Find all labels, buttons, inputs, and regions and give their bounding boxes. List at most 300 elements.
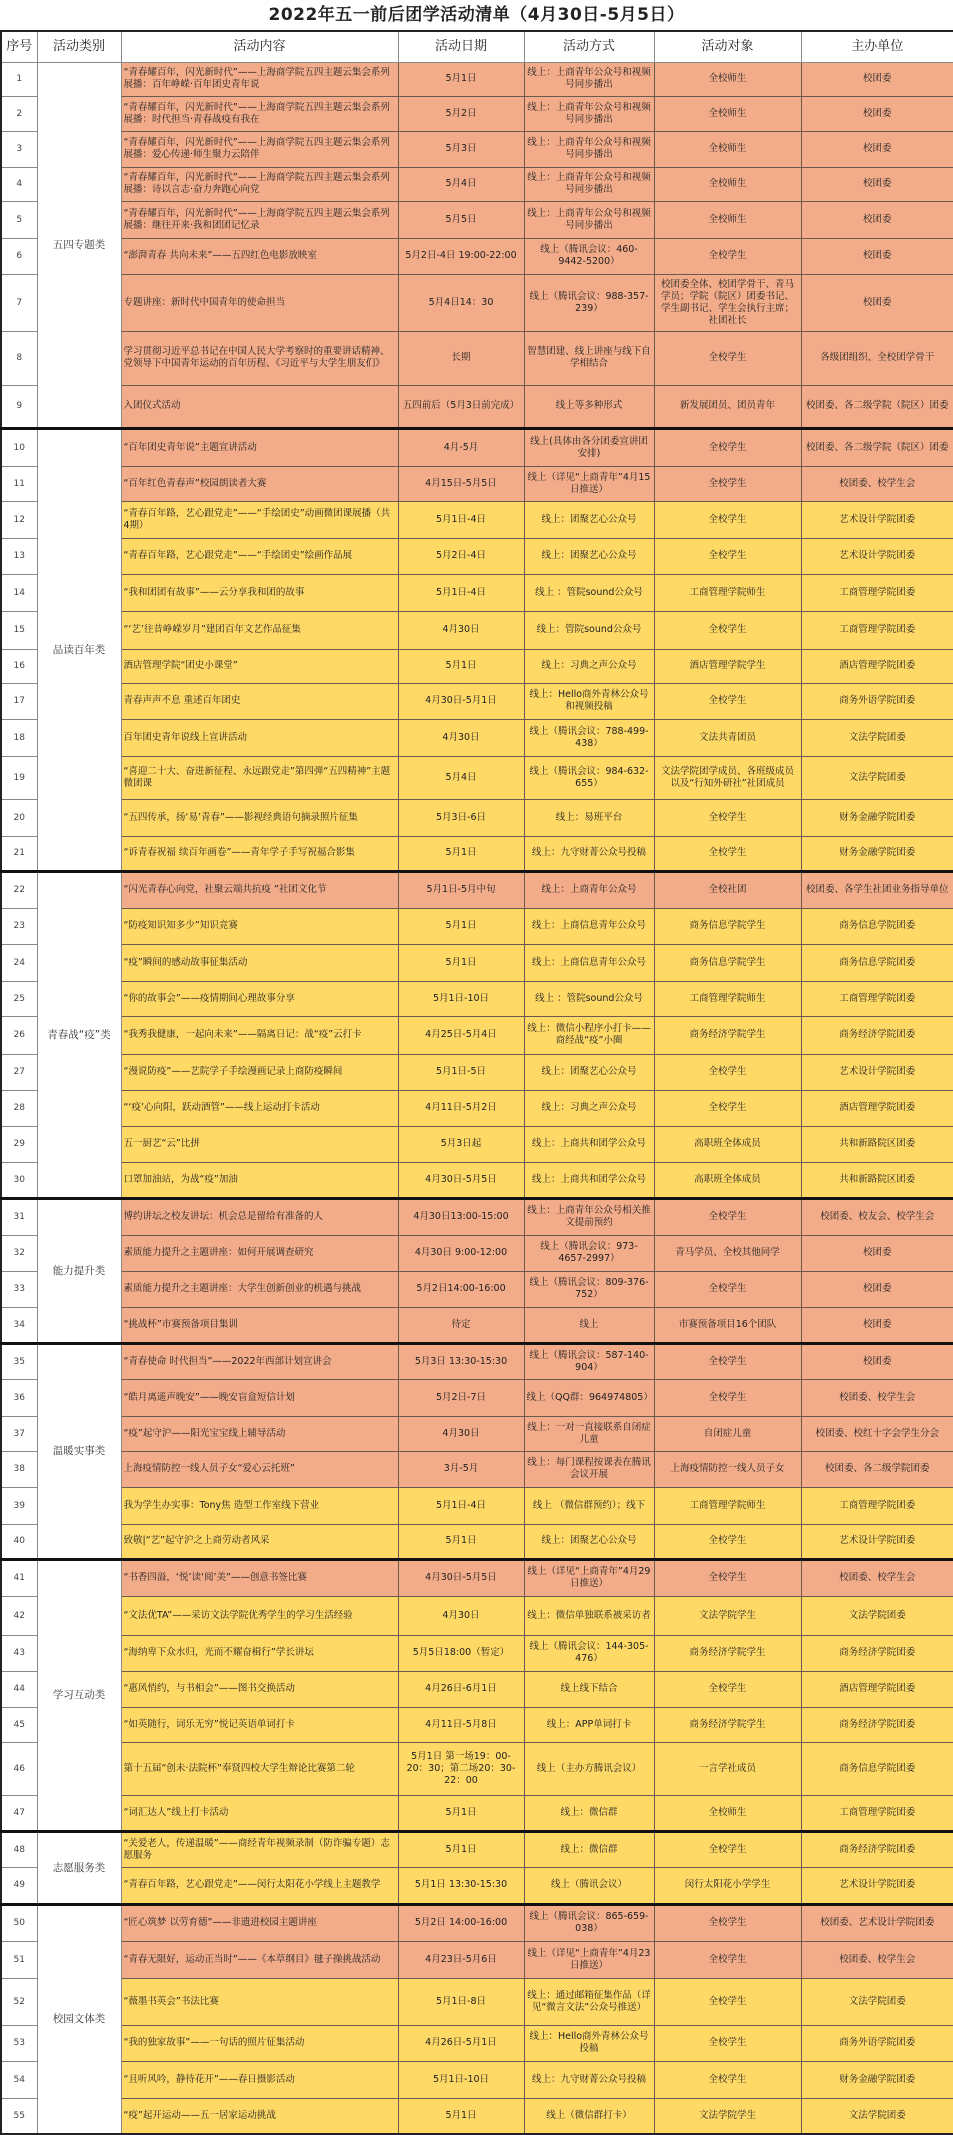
activity-host: 校团委、校红十字会学生分会 xyxy=(801,1416,953,1451)
activity-host: 共和新路院区团委 xyxy=(801,1126,953,1162)
activity-host: 艺术设计学院团委 xyxy=(801,501,953,538)
activity-host: 文法学院团委 xyxy=(801,756,953,799)
activity-date: 4月26日-5月1日 xyxy=(398,2025,524,2061)
row-number: 19 xyxy=(1,756,37,799)
row-number: 26 xyxy=(1,1016,37,1054)
row-number: 45 xyxy=(1,1707,37,1742)
activity-host: 工商管理学院团委 xyxy=(801,1795,953,1831)
activity-content: “青春耀百年，闪光新时代”——上海商学院五四主题云集会系列展播：百年峥嵘·百年团史青年说 xyxy=(121,62,398,96)
row-number: 48 xyxy=(1,1831,37,1867)
table-row xyxy=(1,981,953,1016)
activity-method: 线上：团聚艺心公众号 xyxy=(524,1524,654,1559)
activity-content: “青春百年路，艺心跟党走”——闵行太阳花小学线上主题教学 xyxy=(121,1867,398,1904)
activity-host: 艺术设计学院团委 xyxy=(801,538,953,574)
activity-content: “青春耀百年，闪光新时代”——上海商学院五四主题云集会系列展播：时代担当·青春战疫有我在 xyxy=(121,96,398,131)
activity-date: 5月3日 13:30-15:30 xyxy=(398,1343,524,1379)
row-number: 29 xyxy=(1,1126,37,1162)
activity-method: 线上：易班平台 xyxy=(524,799,654,836)
activity-host: 商务信息学院团委 xyxy=(801,1742,953,1795)
activity-host: 校团委、校学生会 xyxy=(801,466,953,501)
activity-target: 全校师生 xyxy=(654,62,801,96)
activity-date: 5月3日-6日 xyxy=(398,799,524,836)
activity-date: 4月30日 xyxy=(398,719,524,756)
activity-date: 5月1日 xyxy=(398,836,524,871)
activity-date: 待定 xyxy=(398,1307,524,1343)
activity-host: 财务金融学院团委 xyxy=(801,2061,953,2098)
activity-content: “挑战杯”市赛预备项目集训 xyxy=(121,1307,398,1343)
header-target: 活动对象 xyxy=(654,31,801,62)
activity-host: 商务外语学院团委 xyxy=(801,2025,953,2061)
activity-content: “且听风吟，静待花开”——春日摄影活动 xyxy=(121,2061,398,2098)
row-number: 49 xyxy=(1,1867,37,1904)
activity-host: 工商管理学院团委 xyxy=(801,574,953,611)
activity-host: 各级团组织、全校团学骨干 xyxy=(801,331,953,385)
activity-content: “青春耀百年，闪光新时代”——上海商学院五四主题云集会系列展播：继往开来·我和团团记忆录 xyxy=(121,201,398,238)
activity-target: 高职班全体成员 xyxy=(654,1126,801,1162)
table-row xyxy=(1,501,953,538)
activity-method: 线上（腾讯会议：788-499-438） xyxy=(524,719,654,756)
activity-method: 线上：九守财菁公众号投稿 xyxy=(524,836,654,871)
table-row xyxy=(1,238,953,274)
activity-content: “百年红色青春声”校园朗读者大赛 xyxy=(121,466,398,501)
activity-host: 校团委、各二级学院团委 xyxy=(801,1451,953,1487)
activity-host: 财务金融学院团委 xyxy=(801,799,953,836)
activity-content: 青春声声不息 重述百年团史 xyxy=(121,683,398,719)
activity-target: 校团委全体、校团学骨干、青马学员；学院（院区）团委书记、学生副书记、学生会执行主席；社团社长 xyxy=(654,274,801,331)
category-label: 品读百年类 xyxy=(37,428,121,871)
table-row xyxy=(1,2061,953,2098)
activity-content: “百年团史青年说”主题宣讲活动 xyxy=(121,428,398,466)
activity-date: 4月26日-6月1日 xyxy=(398,1671,524,1707)
table-row xyxy=(1,944,953,981)
activity-host: 商务信息学院团委 xyxy=(801,944,953,981)
activity-date: 4月15日-5月5日 xyxy=(398,466,524,501)
activity-host: 共和新路院区团委 xyxy=(801,1162,953,1198)
activity-host: 校团委 xyxy=(801,96,953,131)
table-row xyxy=(1,385,953,428)
activity-method: 线上 ：管院sound公众号 xyxy=(524,574,654,611)
activity-method: 线上：上商信息青年公众号 xyxy=(524,908,654,944)
activity-content: “五四传承，扬‘易’青春”——影视经典语句摘录照片征集 xyxy=(121,799,398,836)
activity-content: “文法优TA”——采访文法学院优秀学生的学习生活经验 xyxy=(121,1596,398,1635)
activity-target: 全校学生 xyxy=(654,538,801,574)
table-row xyxy=(1,1559,953,1596)
activity-content: 素质能力提升之主题讲座：大学生创新创业的机遇与挑战 xyxy=(121,1271,398,1307)
table-row xyxy=(1,1451,953,1487)
activity-date: 5月3日 xyxy=(398,131,524,167)
activity-content: “皓月离遥声晚安”——晚安盲盒短信计划 xyxy=(121,1379,398,1416)
activity-method: 线上：每门课程按课表在腾讯会议开展 xyxy=(524,1451,654,1487)
row-number: 23 xyxy=(1,908,37,944)
activity-host: 校团委 xyxy=(801,1271,953,1307)
table-row xyxy=(1,649,953,683)
row-number: 25 xyxy=(1,981,37,1016)
table-row xyxy=(1,2098,953,2134)
category-label: 校园文体类 xyxy=(37,1904,121,2134)
activity-table xyxy=(0,30,953,2135)
table-row xyxy=(1,1596,953,1635)
table-row xyxy=(1,466,953,501)
activity-content: “青春耀百年，闪光新时代”——上海商学院五四主题云集会系列展播：爱心传递·师生聚力云陪伴 xyxy=(121,131,398,167)
activity-method: 线上（腾讯会议） xyxy=(524,1867,654,1904)
table-row xyxy=(1,683,953,719)
row-number: 18 xyxy=(1,719,37,756)
activity-host: 校团委、各二级学院（院区）团委 xyxy=(801,385,953,428)
activity-host: 校团委、艺术设计学院团委 xyxy=(801,1904,953,1941)
table-row xyxy=(1,1867,953,1904)
activity-date: 5月1日 xyxy=(398,908,524,944)
table-row xyxy=(1,756,953,799)
activity-method: 线上：九守财菁公众号投稿 xyxy=(524,2061,654,2098)
row-number: 47 xyxy=(1,1795,37,1831)
activity-target: 文法学院团学成员、各班级成员以及“行知外研社”社团成员 xyxy=(654,756,801,799)
activity-target: 全校学生 xyxy=(654,836,801,871)
table-row xyxy=(1,2025,953,2061)
category-label: 学习互动类 xyxy=(37,1559,121,1831)
activity-method: 线上：上商青年公众号 xyxy=(524,871,654,908)
activity-date: 5月1日-5月中旬 xyxy=(398,871,524,908)
activity-target: 全校师生 xyxy=(654,201,801,238)
activity-target: 文法共青团员 xyxy=(654,719,801,756)
row-number: 28 xyxy=(1,1090,37,1126)
activity-target: 商务经济学院学生 xyxy=(654,1016,801,1054)
activity-content: 入团仪式活动 xyxy=(121,385,398,428)
table-row xyxy=(1,1343,953,1379)
activity-method: 线上：上商共和团学公众号 xyxy=(524,1162,654,1198)
table-row xyxy=(1,1707,953,1742)
activity-method: 线上：上商青年公众号和视频号同步播出 xyxy=(524,167,654,201)
activity-date: 5月4日 xyxy=(398,167,524,201)
activity-content: 博约讲坛之校友讲坛：机会总是留给有准备的人 xyxy=(121,1198,398,1235)
activity-method: 线上：上商青年公众号和视频号同步播出 xyxy=(524,96,654,131)
activity-target: 自闭症儿童 xyxy=(654,1416,801,1451)
activity-content: “薇墨书英会”书法比赛 xyxy=(121,1978,398,2025)
row-number: 39 xyxy=(1,1487,37,1524)
activity-host: 文法学院团委 xyxy=(801,719,953,756)
table-row xyxy=(1,1271,953,1307)
row-number: 11 xyxy=(1,466,37,501)
activity-content: “喜迎二十大、奋进新征程、永远跟党走”第四弹“五四精神”主题微团课 xyxy=(121,756,398,799)
activity-content: “闪光青春心向党，社聚云端共抗疫 ”社团文化节 xyxy=(121,871,398,908)
activity-method: 线上：APP单词打卡 xyxy=(524,1707,654,1742)
row-number: 32 xyxy=(1,1235,37,1271)
table-row xyxy=(1,62,953,96)
row-number: 50 xyxy=(1,1904,37,1941)
row-number: 4 xyxy=(1,167,37,201)
activity-date: 5月1日 xyxy=(398,1524,524,1559)
category-label: 志愿服务类 xyxy=(37,1831,121,1904)
table-row xyxy=(1,1090,953,1126)
activity-content: “词汇达人”线上打卡活动 xyxy=(121,1795,398,1831)
table-row xyxy=(1,1235,953,1271)
activity-method: 线上：微信群 xyxy=(524,1795,654,1831)
row-number: 51 xyxy=(1,1941,37,1978)
row-number: 8 xyxy=(1,331,37,385)
activity-content: 百年团史青年说线上宣讲活动 xyxy=(121,719,398,756)
activity-content: “青春耀百年，闪光新时代”——上海商学院五四主题云集会系列展播：诗以言志·奋力奔跑心向党 xyxy=(121,167,398,201)
activity-target: 商务信息学院学生 xyxy=(654,944,801,981)
activity-target: 闵行太阳花小学学生 xyxy=(654,1867,801,1904)
activity-target: 全校学生 xyxy=(654,1343,801,1379)
row-number: 52 xyxy=(1,1978,37,2025)
activity-method: 线上：习典之声公众号 xyxy=(524,649,654,683)
row-number: 37 xyxy=(1,1416,37,1451)
activity-target: 高职班全体成员 xyxy=(654,1162,801,1198)
activity-host: 校团委 xyxy=(801,238,953,274)
activity-method: 线上：习典之声公众号 xyxy=(524,1090,654,1126)
activity-content: “‘疫’心向阳，跃动酒管”——线上运动打卡活动 xyxy=(121,1090,398,1126)
table-row xyxy=(1,1941,953,1978)
row-number: 43 xyxy=(1,1635,37,1671)
activity-host: 文法学院团委 xyxy=(801,1978,953,2025)
activity-target: 全校学生 xyxy=(654,501,801,538)
activity-target: 商务信息学院学生 xyxy=(654,908,801,944)
activity-method: 线上：Hello商外青林公众号投稿 xyxy=(524,2025,654,2061)
activity-method: 线上（腾讯会议：988-357-239） xyxy=(524,274,654,331)
activity-method: 线上：微信小程序小打卡——商经战“疫”小圈 xyxy=(524,1016,654,1054)
activity-content: 酒店管理学院“团史小课堂” xyxy=(121,649,398,683)
activity-method: 线上（腾讯会议：973-4657-2997） xyxy=(524,1235,654,1271)
activity-method: 线上（腾讯会议：984-632-655） xyxy=(524,756,654,799)
activity-date: 4月30日 9:00-12:00 xyxy=(398,1235,524,1271)
activity-host: 工商管理学院团委 xyxy=(801,1487,953,1524)
activity-date: 5月1日 xyxy=(398,944,524,981)
activity-content: “疫”起开运动——五一居家运动挑战 xyxy=(121,2098,398,2134)
activity-target: 全校社团 xyxy=(654,871,801,908)
activity-host: 校团委、校学生会 xyxy=(801,1559,953,1596)
activity-host: 财务金融学院团委 xyxy=(801,836,953,871)
activity-date: 5月1日-4日 xyxy=(398,501,524,538)
activity-method: 线上(具体由各分团委宣讲团安排) xyxy=(524,428,654,466)
activity-date: 4月30日 xyxy=(398,1596,524,1635)
table-row xyxy=(1,871,953,908)
activity-content: “我的独家故事”——一句话的照片征集活动 xyxy=(121,2025,398,2061)
activity-date: 4月23日-5月6日 xyxy=(398,1941,524,1978)
table-row xyxy=(1,131,953,167)
activity-date: 4月30日-5月5日 xyxy=(398,1162,524,1198)
row-number: 54 xyxy=(1,2061,37,2098)
activity-method: 线上：团聚艺心公众号 xyxy=(524,1054,654,1090)
activity-method: 智慧团建、线上讲座与线下自学相结合 xyxy=(524,331,654,385)
activity-target: 全校学生 xyxy=(654,238,801,274)
activity-target: 全校学生 xyxy=(654,466,801,501)
table-row xyxy=(1,836,953,871)
table-row xyxy=(1,1054,953,1090)
row-number: 55 xyxy=(1,2098,37,2134)
header-content: 活动内容 xyxy=(121,31,398,62)
row-number: 13 xyxy=(1,538,37,574)
table-row xyxy=(1,1978,953,2025)
activity-date: 4月30日 xyxy=(398,611,524,649)
activity-target: 全校学生 xyxy=(654,799,801,836)
activity-method: 线上（详见“上商青年”4月29日推送） xyxy=(524,1559,654,1596)
row-number: 14 xyxy=(1,574,37,611)
activity-method: 线上（腾讯会议：460-9442-5200） xyxy=(524,238,654,274)
activity-target: 文法学院学生 xyxy=(654,2098,801,2134)
activity-method: 线上：上商共和团学公众号 xyxy=(524,1126,654,1162)
table-header-row xyxy=(1,31,953,62)
activity-host: 工商管理学院团委 xyxy=(801,981,953,1016)
activity-date: 4月-5月 xyxy=(398,428,524,466)
table-row xyxy=(1,331,953,385)
activity-method: 线上：上商青年公众号相关推文提前预约 xyxy=(524,1198,654,1235)
activity-target: 全校学生 xyxy=(654,1524,801,1559)
activity-method: 线上：团聚艺心公众号 xyxy=(524,501,654,538)
activity-date: 5月2日14:00-16:00 xyxy=(398,1271,524,1307)
row-number: 41 xyxy=(1,1559,37,1596)
table-row xyxy=(1,1795,953,1831)
activity-date: 5月2日 xyxy=(398,96,524,131)
activity-target: 工商管理学院师生 xyxy=(654,574,801,611)
activity-host: 商务经济学院团委 xyxy=(801,1016,953,1054)
activity-content: “青春百年路，艺心跟党走”——“手绘团史”绘画作品展 xyxy=(121,538,398,574)
table-row xyxy=(1,1416,953,1451)
activity-date: 4月30日13:00-15:00 xyxy=(398,1198,524,1235)
activity-date: 5月4日14：30 xyxy=(398,274,524,331)
activity-content: “‘艺’往昔峥嵘岁月”建团百年文艺作品征集 xyxy=(121,611,398,649)
category-label: 五四专题类 xyxy=(37,62,121,428)
activity-target: 全校学生 xyxy=(654,2061,801,2098)
activity-content: “关爱老人，传递温暖”——商经青年视频录制（防诈骗专题）志愿服务 xyxy=(121,1831,398,1867)
row-number: 46 xyxy=(1,1742,37,1795)
category-label: 温暖实事类 xyxy=(37,1343,121,1559)
activity-content: “澎湃青春 共向未来”——五四红色电影放映室 xyxy=(121,238,398,274)
activity-date: 5月1日-5日 xyxy=(398,1054,524,1090)
activity-method: 线上（腾讯会议：144-305-476） xyxy=(524,1635,654,1671)
activity-content: “我和团团有故事”——云分享我和团的故事 xyxy=(121,574,398,611)
header-method: 活动方式 xyxy=(524,31,654,62)
activity-content: 五一厨艺“云”比拼 xyxy=(121,1126,398,1162)
activity-host: 校团委 xyxy=(801,167,953,201)
activity-method: 线上线下结合 xyxy=(524,1671,654,1707)
activity-target: 全校师生 xyxy=(654,167,801,201)
table-row xyxy=(1,1742,953,1795)
activity-method: 线上 ：管院sound公众号 xyxy=(524,981,654,1016)
activity-date: 五四前后（5月3日前完成） xyxy=(398,385,524,428)
activity-target: 全校学生 xyxy=(654,1941,801,1978)
activity-host: 酒店管理学院团委 xyxy=(801,1671,953,1707)
activity-content: “疫”起守沪——阳光宝宝线上辅导活动 xyxy=(121,1416,398,1451)
row-number: 42 xyxy=(1,1596,37,1635)
activity-target: 全校师生 xyxy=(654,1795,801,1831)
row-number: 6 xyxy=(1,238,37,274)
activity-date: 4月11日-5月8日 xyxy=(398,1707,524,1742)
row-number: 31 xyxy=(1,1198,37,1235)
row-number: 7 xyxy=(1,274,37,331)
row-number: 21 xyxy=(1,836,37,871)
activity-method: 线上（主办方腾讯会议） xyxy=(524,1742,654,1795)
row-number: 40 xyxy=(1,1524,37,1559)
activity-target: 全校学生 xyxy=(654,1054,801,1090)
category-label: 青春战“疫”类 xyxy=(37,871,121,1198)
row-number: 12 xyxy=(1,501,37,538)
activity-content: “如英随行，词乐无穷”悦记英语单词打卡 xyxy=(121,1707,398,1742)
activity-method: 线上：上商信息青年公众号 xyxy=(524,944,654,981)
activity-host: 文法学院团委 xyxy=(801,2098,953,2134)
page-title: 2022年五一前后团学活动清单（4月30日-5月5日） xyxy=(268,5,685,25)
activity-method: 线上：微信单独联系被采访者 xyxy=(524,1596,654,1635)
row-number: 9 xyxy=(1,385,37,428)
activity-method: 线上：团聚艺心公众号 xyxy=(524,538,654,574)
activity-host: 校团委 xyxy=(801,1307,953,1343)
activity-date: 5月1日-4日 xyxy=(398,1487,524,1524)
activity-date: 3月-5月 xyxy=(398,1451,524,1487)
table-row xyxy=(1,167,953,201)
activity-host: 酒店管理学院团委 xyxy=(801,649,953,683)
table-row xyxy=(1,1016,953,1054)
activity-target: 工商管理学院师生 xyxy=(654,1487,801,1524)
activity-method: 线上 （微信群预约）；线下 xyxy=(524,1487,654,1524)
activity-date: 5月1日-10日 xyxy=(398,981,524,1016)
activity-method: 线上 xyxy=(524,1307,654,1343)
table-row xyxy=(1,1671,953,1707)
activity-method: 线上（详见“上商青年”4月15日推送） xyxy=(524,466,654,501)
activity-content: “匠心筑梦 以劳育德”——非遗进校园主题讲座 xyxy=(121,1904,398,1941)
row-number: 22 xyxy=(1,871,37,908)
activity-content: “惠风悄约，与书相会”——图书交换活动 xyxy=(121,1671,398,1707)
activity-target: 全校学生 xyxy=(654,1904,801,1941)
activity-method: 线上：通过邮箱征集作品（详见“微言文法”公众号推送） xyxy=(524,1978,654,2025)
table-row xyxy=(1,799,953,836)
category-label: 能力提升类 xyxy=(37,1198,121,1343)
activity-content: “我秀我健康，一起向未来”——隔离日记：战“疫”云打卡 xyxy=(121,1016,398,1054)
row-number: 17 xyxy=(1,683,37,719)
activity-method: 线上（腾讯会议：865-659-038） xyxy=(524,1904,654,1941)
activity-date: 5月1日 13:30-15:30 xyxy=(398,1867,524,1904)
activity-target: 商务经济学院学生 xyxy=(654,1707,801,1742)
activity-host: 校团委 xyxy=(801,1235,953,1271)
activity-method: 线上：上商青年公众号和视频号同步播出 xyxy=(524,62,654,96)
activity-target: 一言学社成员 xyxy=(654,1742,801,1795)
activity-content: “疫”瞬间的感动故事征集活动 xyxy=(121,944,398,981)
activity-target: 全校学生 xyxy=(654,611,801,649)
activity-content: “书香四溢，‘悦’读‘阅’美”——创意书签比赛 xyxy=(121,1559,398,1596)
row-number: 44 xyxy=(1,1671,37,1707)
activity-host: 酒店管理学院团委 xyxy=(801,1090,953,1126)
table-row xyxy=(1,1162,953,1198)
header-date: 活动日期 xyxy=(398,31,524,62)
activity-method: 线上等多种形式 xyxy=(524,385,654,428)
activity-target: 全校学生 xyxy=(654,1271,801,1307)
activity-content: 专题讲座：新时代中国青年的使命担当 xyxy=(121,274,398,331)
table-row xyxy=(1,1524,953,1559)
activity-content: 口罩加油站，为战“疫”加油 xyxy=(121,1162,398,1198)
activity-date: 长期 xyxy=(398,331,524,385)
activity-target: 文法学院学生 xyxy=(654,1596,801,1635)
activity-date: 5月1日 第一场19：00-20：30；第二场20：30-22：00 xyxy=(398,1742,524,1795)
activity-host: 校团委、校学生会 xyxy=(801,1379,953,1416)
activity-content: 素质能力提升之主题讲座：如何开展调查研究 xyxy=(121,1235,398,1271)
table-row xyxy=(1,1198,953,1235)
activity-content: 上海疫情防控一线人员子女“爱心云托班” xyxy=(121,1451,398,1487)
table-row xyxy=(1,538,953,574)
activity-host: 文法学院团委 xyxy=(801,1596,953,1635)
table-row xyxy=(1,1379,953,1416)
activity-target: 上海疫情防控一线人员子女 xyxy=(654,1451,801,1487)
activity-date: 5月1日 xyxy=(398,1795,524,1831)
activity-content: “青春使命 时代担当”——2022年西部计划宣讲会 xyxy=(121,1343,398,1379)
activity-date: 4月30日-5月1日 xyxy=(398,683,524,719)
table-row xyxy=(1,1487,953,1524)
activity-content: 学习贯彻习近平总书记在中国人民大学考察时的重要讲话精神、党领导下中国青年运动的百年历程、《习近平与大学生朋友们》 xyxy=(121,331,398,385)
activity-method: 线上：一对一直接联系自闭症儿童 xyxy=(524,1416,654,1451)
row-number: 15 xyxy=(1,611,37,649)
table-body xyxy=(1,62,953,2134)
activity-target: 全校学生 xyxy=(654,2025,801,2061)
activity-method: 线上（腾讯会议：809-376-752） xyxy=(524,1271,654,1307)
activity-host: 商务经济学院团委 xyxy=(801,1707,953,1742)
table-row xyxy=(1,908,953,944)
